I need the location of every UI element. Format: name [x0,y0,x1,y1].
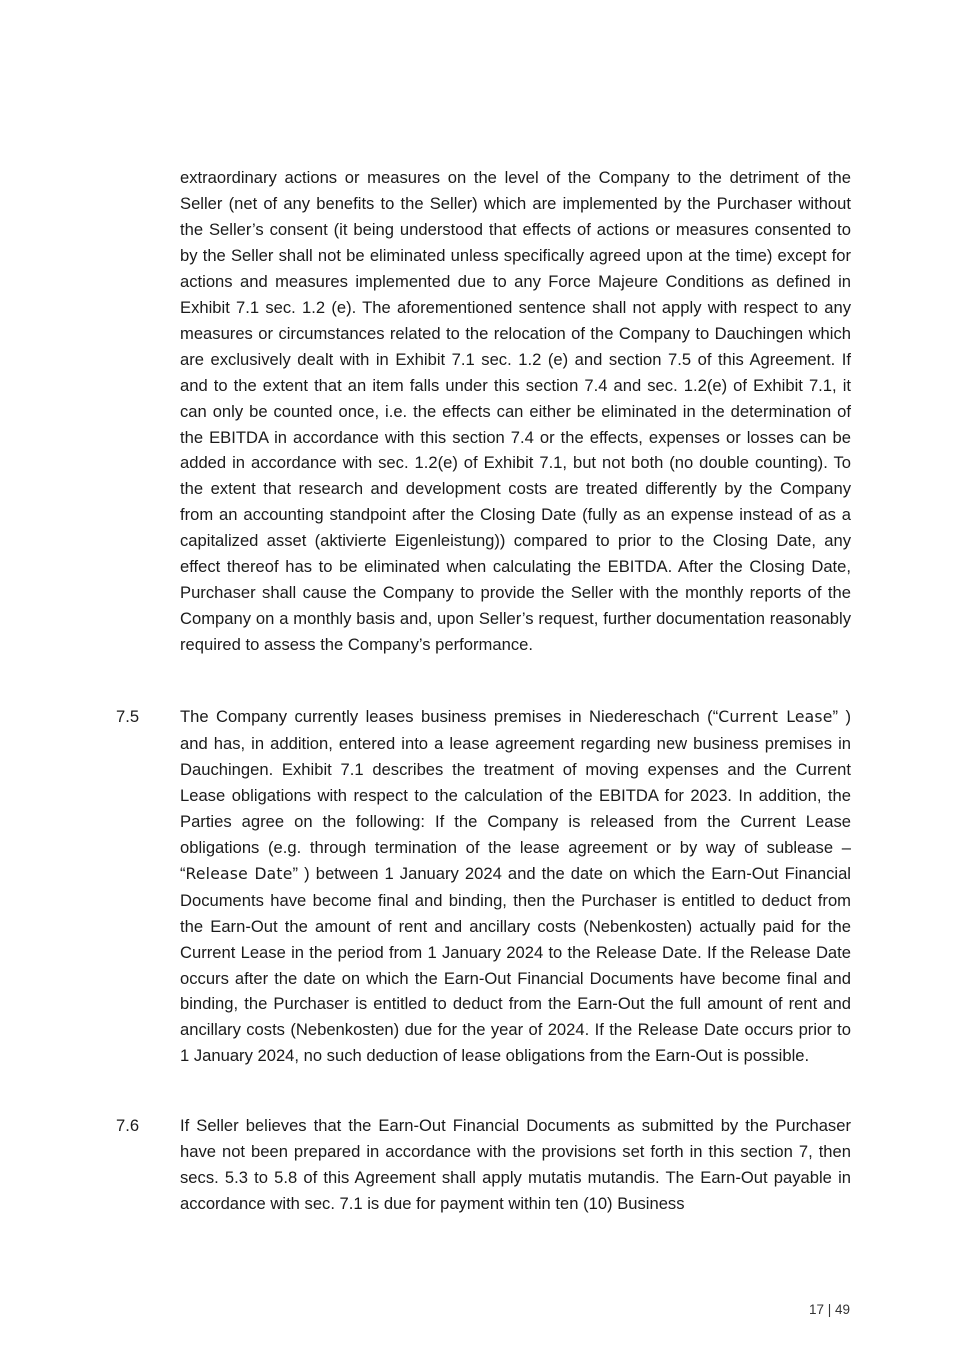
section-7-5-text-part-c: ” ) between 1 January 2024 and the date on which the Earn-Out Financial Documents have become final and binding, then the Purchaser is entitled to deduct from the Earn-Out the amount of rent and ancillary costs (Nebenkosten) actually paid for the Current Lease in the period from 1 January 2024 to the Release Date. If the Release Date occurs after the date on which the Earn-Out Financial Documents have become final and binding, the Purchaser is entitled to deduct from the Earn-Out the full amount of rent and ancillary costs (Nebenkosten) due for the year of 2024. If the Release Date occurs prior to 1 January 2024, no such deduction of lease obligations from the Earn-Out is possible. [180,863,851,1066]
section-number-7-5: 7.5 [116,707,140,726]
section-7-4-continuation: extraordinary actions or measures on the level of the Company to the detriment of the Seller (net of any benefits to the Seller) which are implemented by the Purchaser without the Seller’s consent (it being understood that effects of actions or measures consented to by the Seller shall not be eliminated unless specifically agreed upon at the time) except for actions and measures implemented due to any Force Majeure Conditions as defined in Exhibit 7.1 sec. 1.2 (e). The aforementioned sentence shall not apply with respect to any measures or circumstances related to the relocation of the Company to Dauchingen which are exclusively dealt with in Exhibit 7.1 sec. 1.2 (e) and section 7.5 of this Agreement. If and to the extent that an item falls under this section 7.4 and sec. 1.2(e) of Exhibit 7.1, it can only be counted once, i.e. the effects can either be eliminated in the determination of the EBITDA in accordance with this section 7.4 or the effects, expenses or losses can be added in accordance with sec. 1.2(e) of Exhibit 7.1, but not both (no double counting). To the extent that research and development costs are treated differently by the Company from an accounting standpoint after the Closing Date (fully as an expense instead of as a capitalized asset (aktivierte Eigenleistung)) compared to prior to the Closing Date, any effect thereof has to be eliminated when calculating the EBITDA. After the Closing Date, Purchaser shall cause the Company to provide the Seller with the monthly reports of the Company on a monthly basis and, upon Seller’s request, further documentation reasonably required to assess the Company’s performance. [180,168,851,655]
section-7-6-text: If Seller believes that the Earn-Out Financial Documents as submitted by the Purchaser have not been prepared in accordance with the provisions set forth in this section 7, then secs. 5.3 to 5.8 of this Agreement shall apply mutatis mutandis. The Earn-Out payable in accordance with sec. 7.1 is due for payment within ten (10) Business [180,1116,851,1213]
defined-term-release-date: Release Date [185,864,293,883]
page-number: 17 | 49 [808,1302,850,1317]
section-7-5-text-part-b: ” ) and has, in addition, entered into a lease agreement regarding new business premises in Dauchingen. Exhibit 7.1 describes the treatment of moving expenses and the Current Lease obligations with respect to the calculation of the EBITDA for 2023. In addition, the Parties agree on the following: If the Company is released from the Current Lease obligations (e.g. through termination of the lease agreement or by way of sublease – “ [180,707,851,883]
section-number-7-6: 7.6 [116,1116,140,1135]
section-7-5-text [180,704,851,1069]
section-7-5-text-part-a: The Company currently leases business premises in Niedereschach (“ [180,707,719,726]
defined-term-current-lease: Current Lease [718,708,833,726]
